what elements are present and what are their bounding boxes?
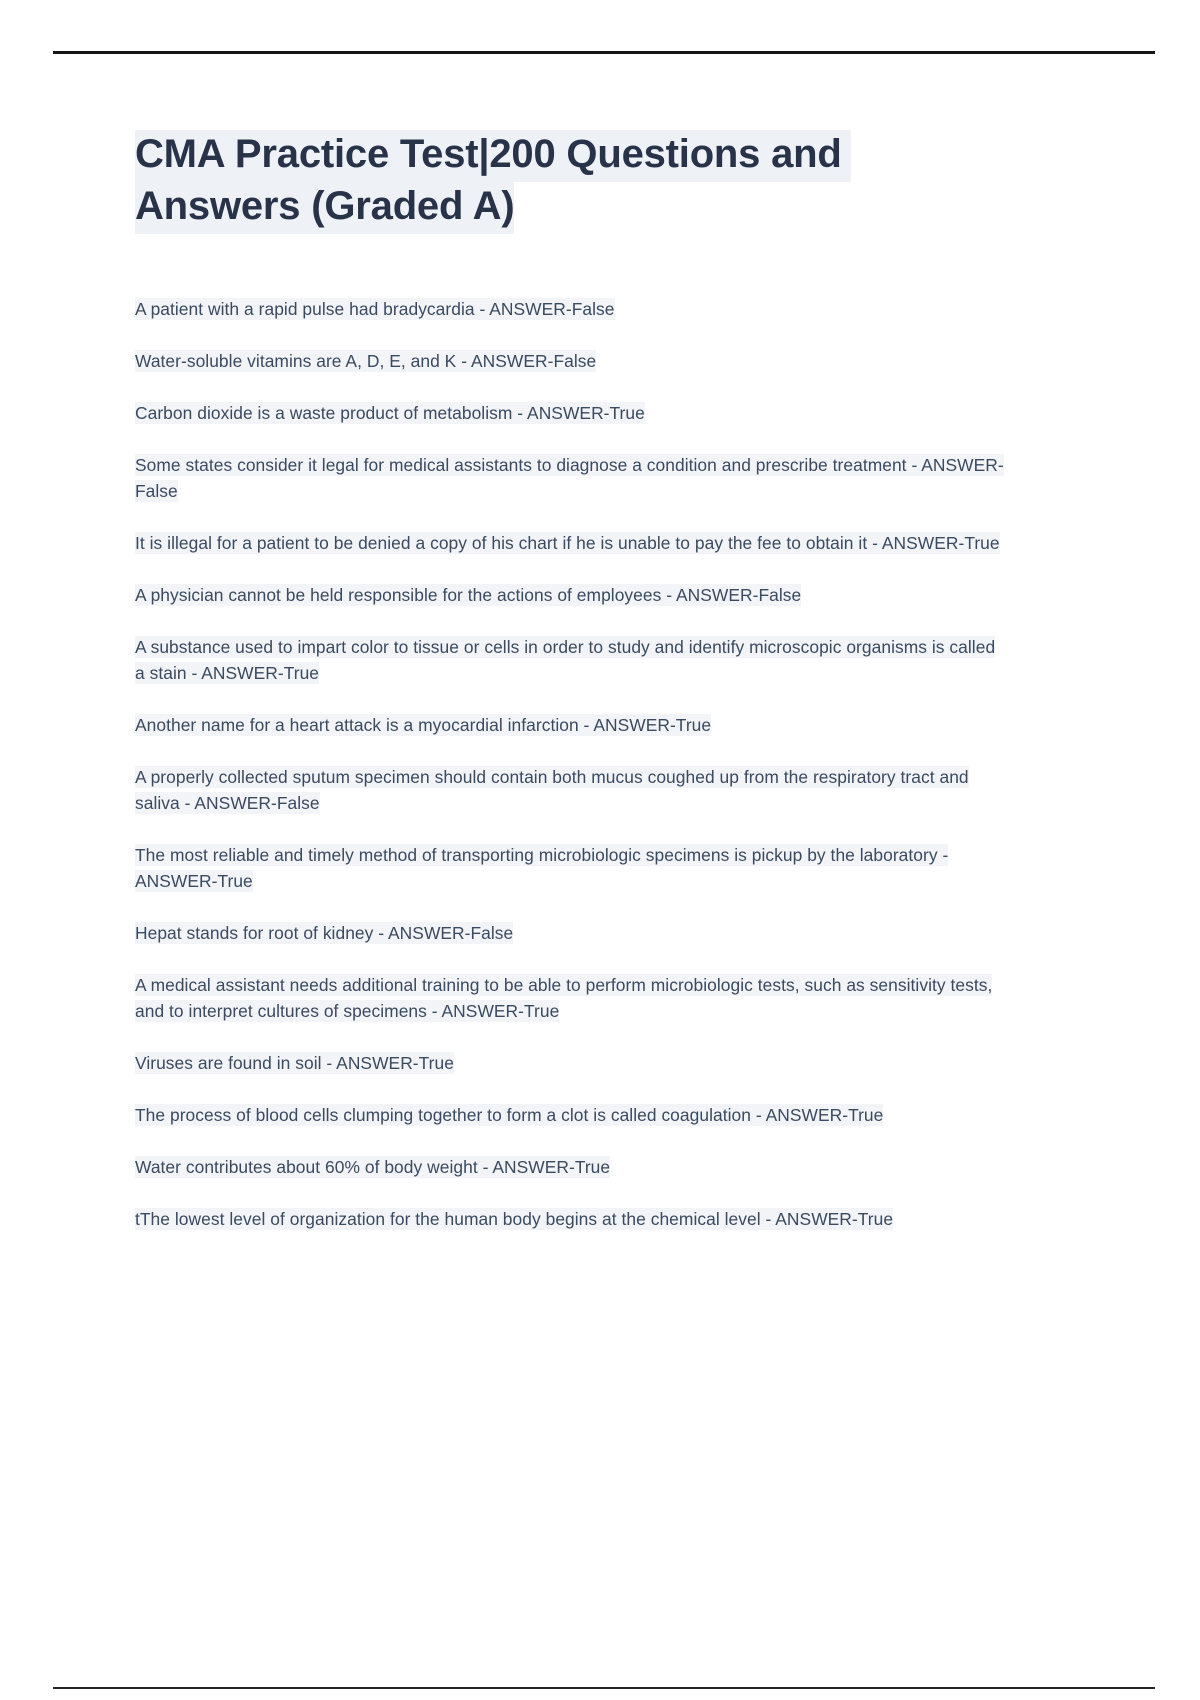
- page-title-wrapper: [135, 128, 1015, 232]
- qa-item: [135, 296, 1005, 322]
- qa-item: [135, 1206, 1007, 1232]
- qa-item: [135, 764, 1007, 816]
- qa-item-text: A medical assistant needs additional training to be able to perform microbiologic tests, such as sensitivity tests, and to interpret cultures of specimens - ANSWER-True: [135, 975, 993, 1021]
- qa-item-text: A properly collected sputum specimen should contain both mucus coughed up from the respiratory tract and saliva - ANSWER-False: [135, 767, 969, 813]
- qa-item: [135, 842, 1007, 894]
- qa-item: [135, 348, 1005, 374]
- qa-item-text: Water-soluble vitamins are A, D, E, and K - ANSWER-False: [135, 351, 597, 371]
- qa-item-text: tThe lowest level of organization for the human body begins at the chemical level - ANSWER-True: [135, 1209, 894, 1229]
- qa-item-text: Hepat stands for root of kidney - ANSWER-False: [135, 923, 514, 943]
- qa-item-text: The process of blood cells clumping together to form a clot is called coagulation - ANSWER-True: [135, 1105, 884, 1125]
- qa-item: [135, 400, 1005, 426]
- horizontal-rule-bottom: [53, 1687, 1155, 1689]
- qa-item-text: Carbon dioxide is a waste product of metabolism - ANSWER-True: [135, 403, 645, 423]
- document-content: [135, 128, 1007, 1258]
- qa-item: [135, 452, 1007, 504]
- horizontal-rule-top: [53, 51, 1155, 54]
- qa-item: [135, 1050, 1005, 1076]
- qa-item: [135, 1102, 1007, 1128]
- qa-item-text: Some states consider it legal for medical assistants to diagnose a condition and prescribe treatment - ANSWER-False: [135, 455, 1004, 501]
- qa-item-text: The most reliable and timely method of transporting microbiologic specimens is pickup by the laboratory - ANSWER-True: [135, 845, 949, 891]
- qa-item-text: Another name for a heart attack is a myocardial infarction - ANSWER-True: [135, 715, 712, 735]
- qa-list: [135, 296, 1007, 1232]
- qa-item: [135, 920, 1005, 946]
- qa-item: [135, 712, 1005, 738]
- qa-item: [135, 1154, 1005, 1180]
- page-title: CMA Practice Test|200 Questions and Answers (Graded A): [135, 130, 851, 234]
- qa-item-text: A patient with a rapid pulse had bradycardia - ANSWER-False: [135, 299, 615, 319]
- qa-item-text: Viruses are found in soil - ANSWER-True: [135, 1053, 454, 1073]
- qa-item-text: A substance used to impart color to tissue or cells in order to study and identify microscopic organisms is called a stain - ANSWER-True: [135, 637, 996, 683]
- qa-item-text: Water contributes about 60% of body weight - ANSWER-True: [135, 1157, 611, 1177]
- qa-item: [135, 634, 1007, 686]
- qa-item: [135, 972, 1007, 1024]
- qa-item: [135, 582, 1007, 608]
- qa-item: [135, 530, 1007, 556]
- qa-item-text: A physician cannot be held responsible for the actions of employees - ANSWER-False: [135, 585, 802, 605]
- qa-item-text: It is illegal for a patient to be denied a copy of his chart if he is unable to pay the fee to obtain it - ANSWER-True: [135, 533, 1000, 553]
